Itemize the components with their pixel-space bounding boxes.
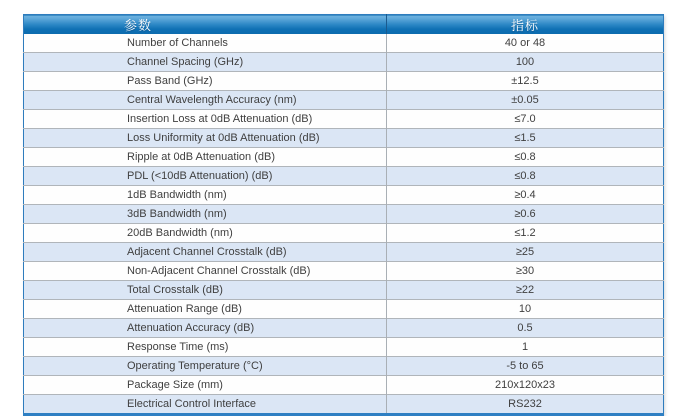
param-cell: 3dB Bandwidth (nm) bbox=[24, 205, 387, 224]
param-cell: Operating Temperature (°C) bbox=[24, 357, 387, 376]
table-row bbox=[24, 72, 664, 91]
param-cell: 20dB Bandwidth (nm) bbox=[24, 224, 387, 243]
param-cell: Attenuation Accuracy (dB) bbox=[24, 319, 387, 338]
param-cell: Loss Uniformity at 0dB Attenuation (dB) bbox=[24, 129, 387, 148]
table-row bbox=[24, 243, 664, 262]
param-cell: Channel Spacing (GHz) bbox=[24, 53, 387, 72]
table-row bbox=[24, 110, 664, 129]
header-cell-parameter: 参数 bbox=[24, 15, 387, 35]
param-cell: Number of Channels bbox=[24, 34, 387, 53]
param-cell: Insertion Loss at 0dB Attenuation (dB) bbox=[24, 110, 387, 129]
param-cell: 1dB Bandwidth (nm) bbox=[24, 186, 387, 205]
table-row bbox=[24, 357, 664, 376]
param-cell: Attenuation Range (dB) bbox=[24, 300, 387, 319]
value-cell: 1 bbox=[387, 338, 664, 357]
spec-table-container bbox=[23, 14, 663, 416]
table-row bbox=[24, 34, 664, 53]
value-cell: 0.5 bbox=[387, 319, 664, 338]
param-cell: Central Wavelength Accuracy (nm) bbox=[24, 91, 387, 110]
table-row bbox=[24, 338, 664, 357]
value-cell: 210x120x23 bbox=[387, 376, 664, 395]
table-row bbox=[24, 262, 664, 281]
table-row bbox=[24, 167, 664, 186]
table-row bbox=[24, 53, 664, 72]
value-cell: ≤0.8 bbox=[387, 167, 664, 186]
param-cell: Ripple at 0dB Attenuation (dB) bbox=[24, 148, 387, 167]
table-row bbox=[24, 281, 664, 300]
table-row bbox=[24, 129, 664, 148]
header-cell-specification: 指标 bbox=[387, 15, 664, 35]
table-row bbox=[24, 186, 664, 205]
table-row bbox=[24, 148, 664, 167]
value-cell: 40 or 48 bbox=[504, 36, 546, 49]
value-cell: ≥30 bbox=[387, 262, 664, 281]
param-cell: Electrical Control Interface bbox=[24, 395, 387, 415]
spec-table bbox=[23, 14, 664, 416]
value-cell: ≥0.4 bbox=[387, 186, 664, 205]
value-cell: ±12.5 bbox=[387, 72, 664, 91]
value-cell: ≤1.2 bbox=[387, 224, 664, 243]
value-cell: -5 to 65 bbox=[387, 357, 664, 376]
value-cell: ≥22 bbox=[387, 281, 664, 300]
table-row bbox=[24, 224, 664, 243]
value-cell: ≤7.0 bbox=[387, 110, 664, 129]
param-cell: Response Time (ms) bbox=[24, 338, 387, 357]
param-cell: PDL (<10dB Attenuation) (dB) bbox=[24, 167, 387, 186]
param-cell: Adjacent Channel Crosstalk (dB) bbox=[24, 243, 387, 262]
spec-table-body bbox=[24, 34, 664, 415]
value-cell: ≥25 bbox=[387, 243, 664, 262]
table-row bbox=[24, 300, 664, 319]
value-cell: 10 bbox=[387, 300, 664, 319]
table-row bbox=[24, 376, 664, 395]
param-cell: Total Crosstalk (dB) bbox=[24, 281, 387, 300]
param-cell: Pass Band (GHz) bbox=[24, 72, 387, 91]
header-row bbox=[24, 15, 664, 35]
table-row bbox=[24, 205, 664, 224]
value-cell: ≤0.8 bbox=[387, 148, 664, 167]
spec-table-header bbox=[24, 15, 664, 35]
table-row bbox=[24, 319, 664, 338]
table-row bbox=[24, 395, 664, 415]
value-cell: 100 bbox=[387, 53, 664, 72]
param-cell: Non-Adjacent Channel Crosstalk (dB) bbox=[24, 262, 387, 281]
param-cell: Package Size (mm) bbox=[24, 376, 387, 395]
value-cell: ±0.05 bbox=[387, 91, 664, 110]
value-cell: ≥0.6 bbox=[387, 205, 664, 224]
value-cell: ≤1.5 bbox=[387, 129, 664, 148]
table-row bbox=[24, 91, 664, 110]
value-cell: RS232 bbox=[387, 395, 664, 415]
